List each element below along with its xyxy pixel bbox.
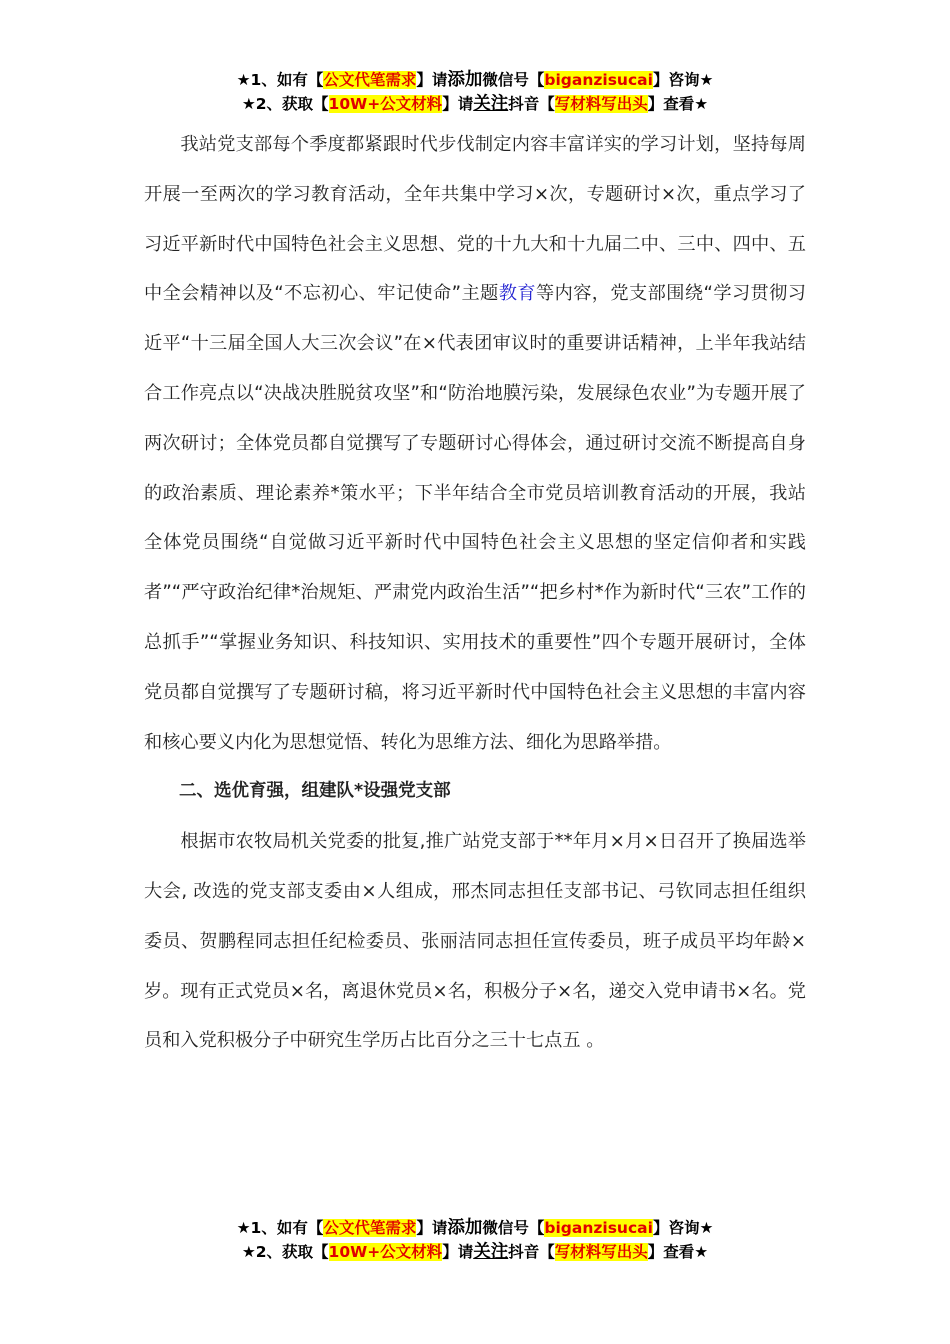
highlight-materials: 10W+公文材料 [328, 1243, 443, 1261]
highlight-douyin-account: 写材料写出头 [554, 1243, 648, 1261]
header-banner [0, 68, 950, 116]
banner-line-2: ★2、获取【10W+公文材料】请关注抖音【写材料写出头】查看★ [241, 1242, 709, 1262]
highlight-ghostwriting: 公文代笔需求 [323, 1219, 417, 1237]
banner-line-1: ★1、如有【公文代笔需求】请添加微信号【biganzisucai】咨询★ [236, 1218, 714, 1238]
highlight-materials: 10W+公文材料 [328, 95, 443, 113]
highlight-douyin-account: 写材料写出头 [554, 95, 648, 113]
highlight-wechat-id: biganzisucai [544, 71, 653, 89]
highlight-wechat-id: biganzisucai [544, 1219, 653, 1237]
highlight-ghostwriting: 公文代笔需求 [323, 71, 417, 89]
banner-line-1: ★1、如有【公文代笔需求】请添加微信号【biganzisucai】咨询★ [236, 70, 714, 90]
education-link[interactable]: 教育 [498, 283, 536, 305]
banner-line-2: ★2、获取【10W+公文材料】请关注抖音【写材料写出头】查看★ [241, 94, 709, 114]
paragraph-study: 我站党支部每个季度都紧跟时代步伐制定内容丰富详实的学习计划，坚持每周开展一至两次的学习教育活动，全年共集中学习×次，专题研讨×次，重点学习了习近平新时代中国特色社会主义思想、党的十九大和十九届二中、三中、四中、五中全会精神以及“不忘初心、牢记使命”主题教育等内容，党支部围绕“学习贯彻习近平“十三届全国人大三次会议”在×代表团审议时的重要讲话精神，上半年我站结合工作亮点以“决战决胜脱贫攻坚”和“防治地膜污染，发展绿色农业”为专题开展了两次研讨；全体党员都自觉撰写了专题研讨心得体会，通过研讨交流不断提高自身的政治素质、理论素养*策水平；下半年结合全市党员培训教育活动的开展，我站全体党员围绕“自觉做习近平新时代中国特色社会主义思想的坚定信仰者和实践者”“严守政治纪律*治规矩、严肃党内政治生活”“把乡村*作为新时代“三农”工作的总抓手”“掌握业务知识、科技知识、实用技术的重要性”四个专题开展研讨，全体党员都自觉撰写了专题研讨稿，将习近平新时代中国特色社会主义思想的丰富内容和核心要义内化为思想觉悟、转化为思维方法、细化为思路举措。 [144, 134, 806, 753]
footer-banner [0, 1216, 950, 1264]
document-body [144, 120, 806, 1066]
paragraph-election: 根据市农牧局机关党委的批复,推广站党支部于**年月×月×日召开了换届选举大会, 改选的党支部支委由×人组成，邢杰同志担任支部书记、弓钦同志担任组织委员、贺鹏程同志担任纪检委员、张丽洁同志担任宣传委员，班子成员平均年龄×岁。现有正式党员×名，离退休党员×名，积极分子×名，递交入党申请书×名。党员和入党积极分子中研究生学历占比百分之三十七点五 。 [144, 831, 806, 1052]
section-heading: 二、选优育强，组建队*设强党支部 [179, 781, 451, 802]
